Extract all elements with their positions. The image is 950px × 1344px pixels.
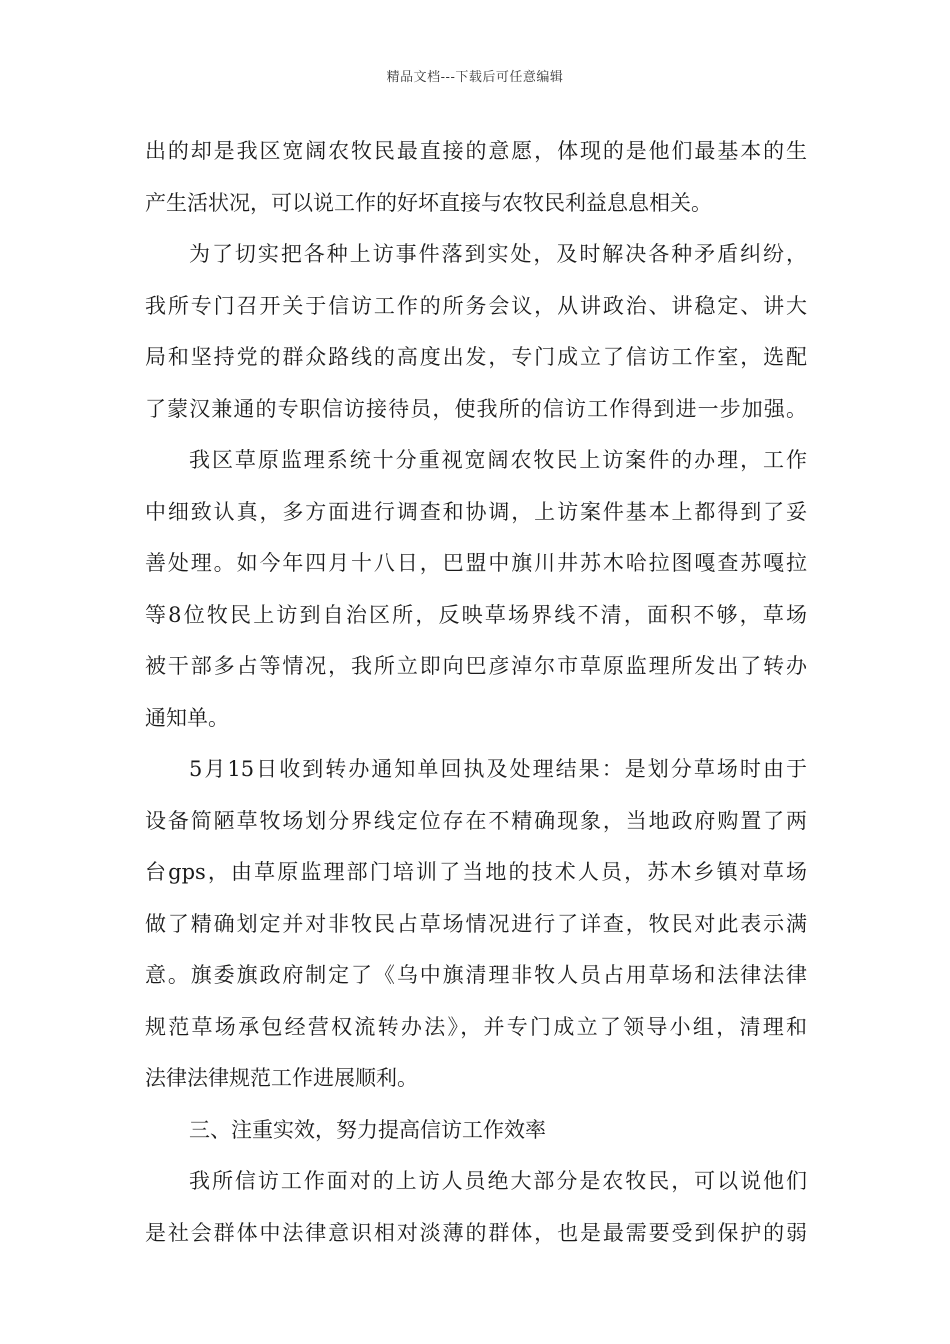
text-line: 出的却是我区宽阔农牧民最直接的意愿，体现的是他们最基本的生 bbox=[145, 139, 807, 163]
text-line: 法律法律规范工作进展顺利。 bbox=[145, 1066, 418, 1090]
document-body bbox=[145, 126, 807, 1259]
section-heading bbox=[145, 1105, 807, 1157]
text-line: 善处理。如今年四月十八日，巴盟中旗川井苏木哈拉图嘎查苏嘎拉 bbox=[145, 551, 807, 575]
text-line: 我所信访工作面对的上访人员绝大部分是农牧民，可以说他们 bbox=[189, 1169, 807, 1193]
text-line: 意。旗委旗政府制定了《乌中旗清理非牧人员占用草场和法律法律 bbox=[145, 963, 807, 987]
text-line: 产生活状况，可以说工作的好坏直接与农牧民利益息息相关。 bbox=[145, 190, 712, 215]
text-line: 我区草原监理系统十分重视宽阔农牧民上访案件的办理，工作 bbox=[189, 448, 807, 472]
paragraph bbox=[145, 1156, 807, 1259]
text-line: 我所专门召开关于信访工作的所务会议，从讲政治、讲稳定、讲大 bbox=[145, 293, 807, 318]
text-line: 局和坚持党的群众路线的高度出发，专门成立了信访工作室，选配 bbox=[145, 345, 807, 369]
text-line: 等8位牧民上访到自治区所，反映草场界线不清，面积不够，草场 bbox=[145, 602, 807, 627]
paragraph bbox=[145, 744, 807, 1105]
text-line: 中细致认真，多方面进行调查和协调，上访案件基本上都得到了妥 bbox=[145, 499, 807, 524]
text-line: 了蒙汉兼通的专职信访接待员，使我所的信访工作得到进一步加强。 bbox=[145, 396, 807, 421]
text-line: 三、注重实效，努力提高信访工作效率 bbox=[189, 1117, 546, 1142]
text-line: 通知单。 bbox=[145, 705, 229, 730]
text-line: 为了切实把各种上访事件落到实处，及时解决各种矛盾纠纷， bbox=[189, 242, 807, 266]
text-line: 设备简陋草牧场划分界线定位存在不精确现象，当地政府购置了两 bbox=[145, 808, 807, 833]
text-line: 做了精确划定并对非牧民占草场情况进行了详查，牧民对此表示满 bbox=[145, 911, 807, 936]
text-line: 台gps，由草原监理部门培训了当地的技术人员，苏木乡镇对草场 bbox=[145, 860, 807, 884]
page-header: 精品文档---下载后可任意编辑 bbox=[386, 70, 564, 85]
paragraph bbox=[145, 435, 807, 744]
text-line: 5月15日收到转办通知单回执及处理结果：是划分草场时由于 bbox=[189, 757, 807, 781]
paragraph bbox=[145, 126, 807, 229]
text-line: 是社会群体中法律意识相对淡薄的群体，也是最需要受到保护的弱 bbox=[145, 1220, 807, 1245]
text-line: 规范草场承包经营权流转办法》，并专门成立了领导小组，清理和 bbox=[145, 1014, 807, 1039]
paragraph bbox=[145, 229, 807, 435]
text-line: 被干部多占等情况，我所立即向巴彦淖尔市草原监理所发出了转办 bbox=[145, 654, 807, 678]
